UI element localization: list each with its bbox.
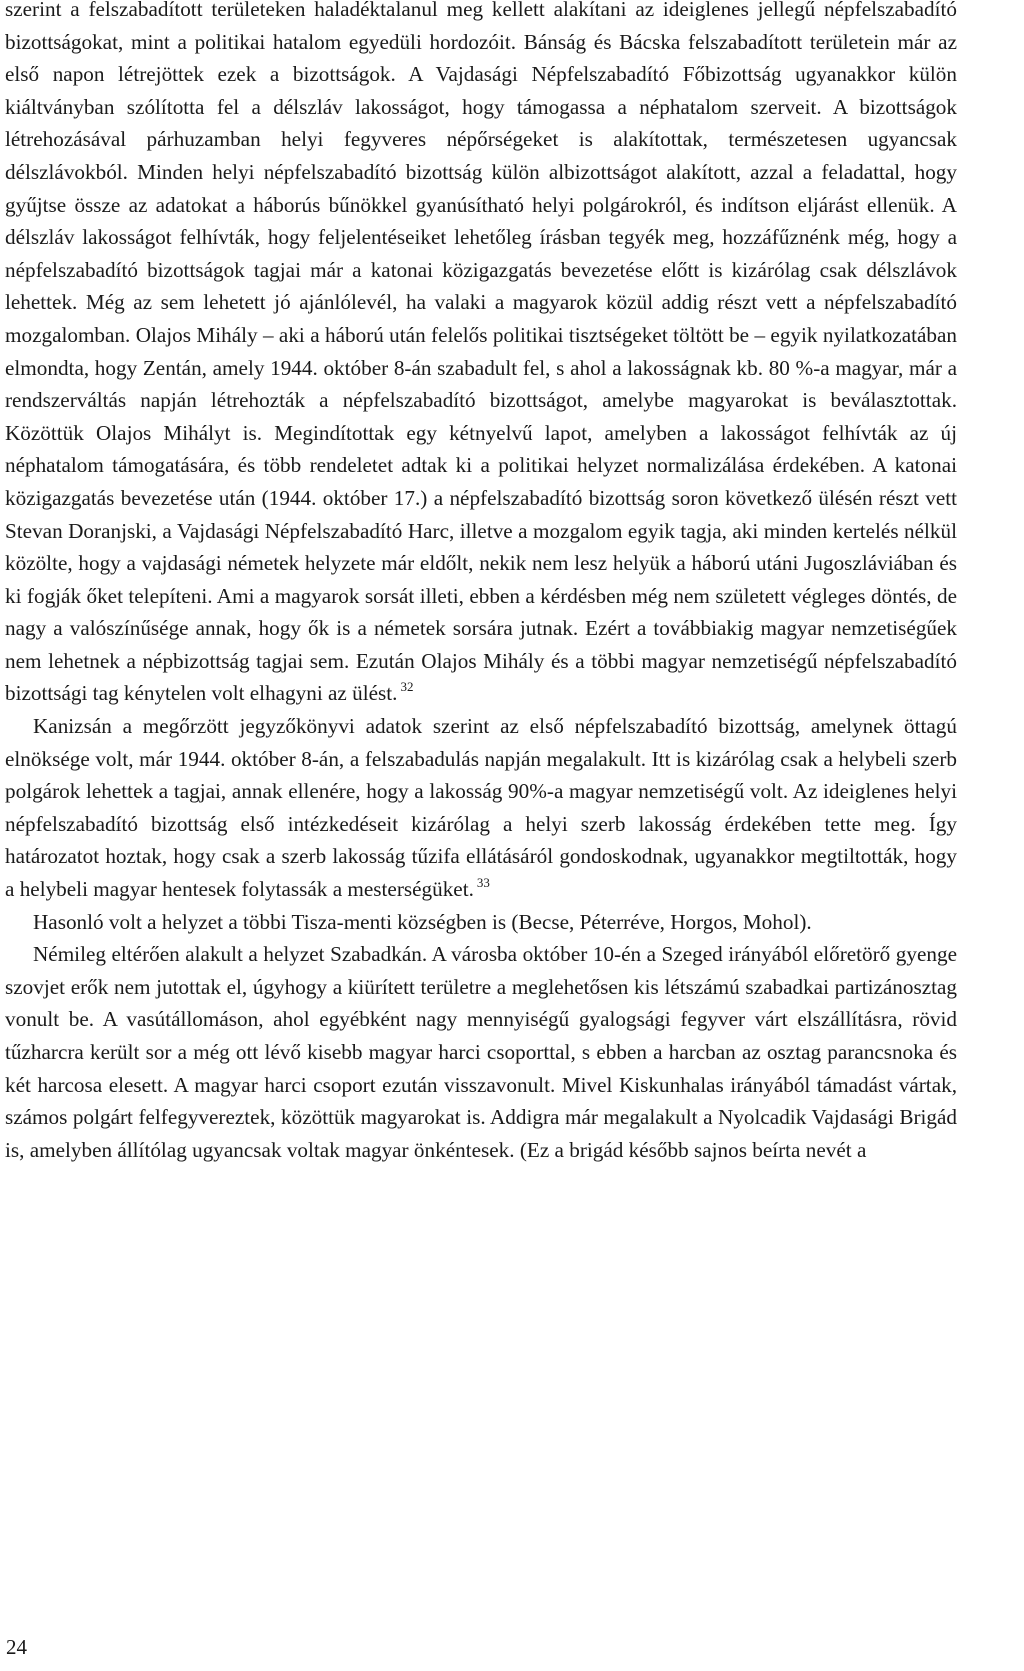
paragraph-2-text: Kanizsán a megőrzött jegyzőkönyvi adatok szerint az első népfelszabadító bizottság, amelynek öttagú elnöksége volt, már 1944. október 8-án, a felszabadulás napján megalakult. Itt is kizárólag csak a helybeli szerb polgárok lehettek a tagjai, annak ellenére, hogy a lakosság 90%-a magyar nemzetiségű volt. Az ideiglenes helyi népfelszabadító bizottság első intézkedéseit kizárólag a helyi szerb lakosság érdekében tette meg. Így határozatot hoztak, hogy csak a szerb lakosság tűzifa ellátásáról gondoskodnak, ugyanakkor megtiltották, hogy a helybeli magyar hentesek folytassák a mesterségüket. <box>5 714 957 902</box>
paragraph-2 <box>5 710 957 906</box>
paragraph-3 <box>5 906 957 939</box>
footnote-ref-32: 32 <box>400 679 414 695</box>
paragraph-3-text: Hasonló volt a helyzet a többi Tisza-menti községben is (Becse, Péterréve, Horgos, Mohol). <box>33 909 812 934</box>
page-number: 24 <box>6 1635 27 1659</box>
footnote-ref-33: 33 <box>476 875 490 891</box>
paragraph-1 <box>5 0 957 710</box>
paragraph-1-text: szerint a felszabadított területeken haladéktalanul meg kellett alakítani az ideiglenes jellegű népfelszabadító bizottságokat, mint a politikai hatalom egyedüli hordozóit. Bánság és Bácska felszabadított területein már az első napon létrejöttek ezek a bizottságok. A Vajdasági Népfelszabadító Főbizottság ugyanakkor külön kiáltványban szólította fel a délszláv lakosságot, hogy támogassa a néphatalom szerveit. A bizottságok létrehozásával párhuzamban helyi fegyveres népőrségeket is alakítottak, természetesen ugyancsak délszlávokból. Minden helyi népfelszabadító bizottság külön albizottságot alakított, azzal a feladattal, hogy gyűjtse össze az adatokat a háborús bűnökkel gyanúsítható helyi polgárokról, és indítson eljárást ellenük. A délszláv lakosságot felhívták, hogy feljelentéseiket lehetőleg írásban tegyék meg, hozzáfűznénk még, hogy a népfelszabadító bizottságok tagjai már a katonai közigazgatás bevezetése előtt is kizárólag csak délszlávok lehettek. Még az sem lehetett jó ajánlólevél, ha valaki a magyarok közül addig részt vett a népfelszabadító mozgalomban. Olajos Mihály – aki a háború után felelős politikai tisztségeket töltött be – egyik nyilatkozatában elmondta, hogy Zentán, amely 1944. október 8-án szabadult fel, s ahol a lakosságnak kb. 80 %-a magyar, már a rendszerváltás napján létrehozták a népfelszabadító bizottságot, amelybe magyarokat is beválasztottak. Közöttük Olajos Mihályt is. Megindítottak egy kétnyelvű lapot, amelyben a lakosságot felhívták az új néphatalom támogatására, és több rendeletet adtak ki a politikai helyzet normalizálása érdekében. A katonai közigazgatás bevezetése után (1944. október 17.) a népfelszabadító bizottság soron következő ülésén részt vett Stevan Doranjski, a Vajdasági Népfelszabadító Harc, illetve a mozgalom egyik tagja, aki minden kertelés nélkül közölte, hogy a vajdasági németek helyzete már eldőlt, nekik nem lesz helyük a háború utáni Jugoszláviában és ki fogják őket telepíteni. Ami a magyarok sorsát illeti, ebben a kérdésben még nem született végleges döntés, de nagy a valószínűsége annak, hogy ők is a németek sorsára jutnak. Ezért a továbbiakig magyar nemzetiségűek nem lehetnek a népbizottság tagjai sem. Ezután Olajos Mihály és a többi magyar nemzetiségű népfelszabadító bizottsági tag kénytelen volt elhagyni az ülést. <box>5 0 957 706</box>
paragraph-4-text: Némileg eltérően alakult a helyzet Szabadkán. A városba október 10-én a Szeged irányából előretörő gyenge szovjet erők nem jutottak el, úgyhogy a kiürített területre a meglehetősen kis létszámú szabadkai partizánosztag vonult be. A vasútállomáson, ahol egyébként nagy mennyiségű gyalogsági fegyver várt elszállításra, rövid tűzharcra került sor a még ott lévő kisebb magyar harci csoporttal, s ebben a harcban az osztag parancsnoka és két harcosa elesett. A magyar harci csoport ezután visszavonult. Mivel Kiskunhalas irányából támadást vártak, számos polgárt felfegyvereztek, közöttük magyarokat is. Addigra már megalakult a Nyolcadik Vajdasági Brigád is, amelyben állítólag ugyancsak voltak magyar önkéntesek. (Ez a brigád később sajnos beírta nevét a <box>5 942 957 1162</box>
document-page <box>5 0 957 1166</box>
paragraph-4 <box>5 938 957 1166</box>
